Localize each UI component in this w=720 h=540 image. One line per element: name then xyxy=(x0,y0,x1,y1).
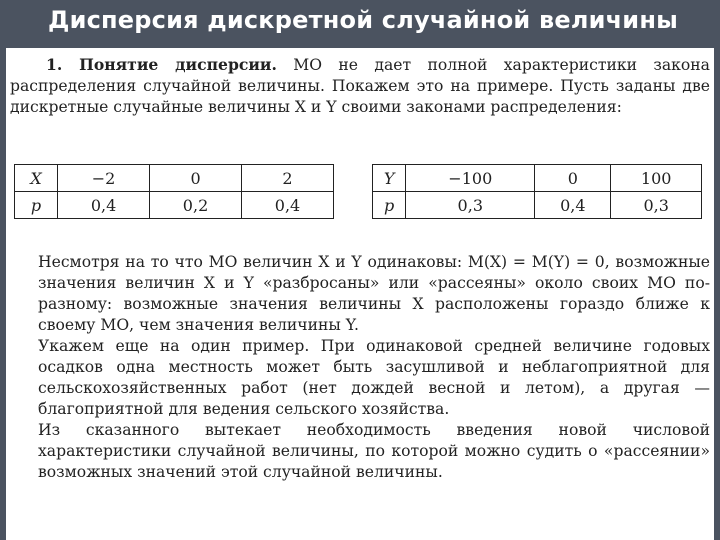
table-cell: p xyxy=(15,192,58,219)
table-cell: Y xyxy=(373,165,406,192)
table-cell: 0,4 xyxy=(242,192,334,219)
intro-paragraph xyxy=(10,54,710,118)
table-cell: 0,4 xyxy=(58,192,150,219)
table-cell: −100 xyxy=(406,165,535,192)
slide-content xyxy=(6,48,714,540)
table-cell: 0 xyxy=(535,165,611,192)
title-bar xyxy=(0,0,720,48)
table-row xyxy=(373,165,702,192)
table-row xyxy=(15,192,334,219)
paragraph-example: Укажем еще на один пример. При одинаковой средней величине годовых осадков одна местность может быть засушливой и неблагоприятной для сельскохозяйственных работ (нет дождей весной и летом), а другая — благоприятной для ведения сельского хозяйства. xyxy=(38,337,710,418)
table-cell: 0,3 xyxy=(611,192,702,219)
table-cell: 0,2 xyxy=(150,192,242,219)
table-cell: 0,3 xyxy=(406,192,535,219)
distribution-table-x xyxy=(14,164,334,219)
distribution-table-y xyxy=(372,164,702,219)
table-cell: p xyxy=(373,192,406,219)
table-cell: X xyxy=(15,165,58,192)
paragraph-comparison: Несмотря на то что МО величин X и Y одинаковы: M(X) = M(Y) = 0, возможные значения величин X и Y «разбросаны» или «рассеяны» около своих МО по-разному: возможные значения величины X расположены гораздо ближе к своему МО, чем значения величины Y. xyxy=(38,253,710,334)
slide-title: Дисперсия дискретной случайной величины xyxy=(48,6,679,34)
section-heading: 1. Понятие дисперсии. xyxy=(46,55,277,74)
table-row xyxy=(373,192,702,219)
table-cell: 2 xyxy=(242,165,334,192)
table-cell: 0 xyxy=(150,165,242,192)
intro-text: МО не дает полной характеристики закона распределения случайной величины. Покажем это на примере. Пусть заданы две дискретные случайные величины X и Y своими законами распределения: xyxy=(10,56,710,116)
body-text xyxy=(10,252,710,483)
table-cell: −2 xyxy=(58,165,150,192)
paragraph-conclusion: Из сказанного вытекает необходимость введения новой числовой характеристики случайной величины, по которой можно судить о «рассеянии» возможных значений этой случайной величины. xyxy=(38,421,710,481)
table-row xyxy=(15,165,334,192)
table-cell: 0,4 xyxy=(535,192,611,219)
table-cell: 100 xyxy=(611,165,702,192)
